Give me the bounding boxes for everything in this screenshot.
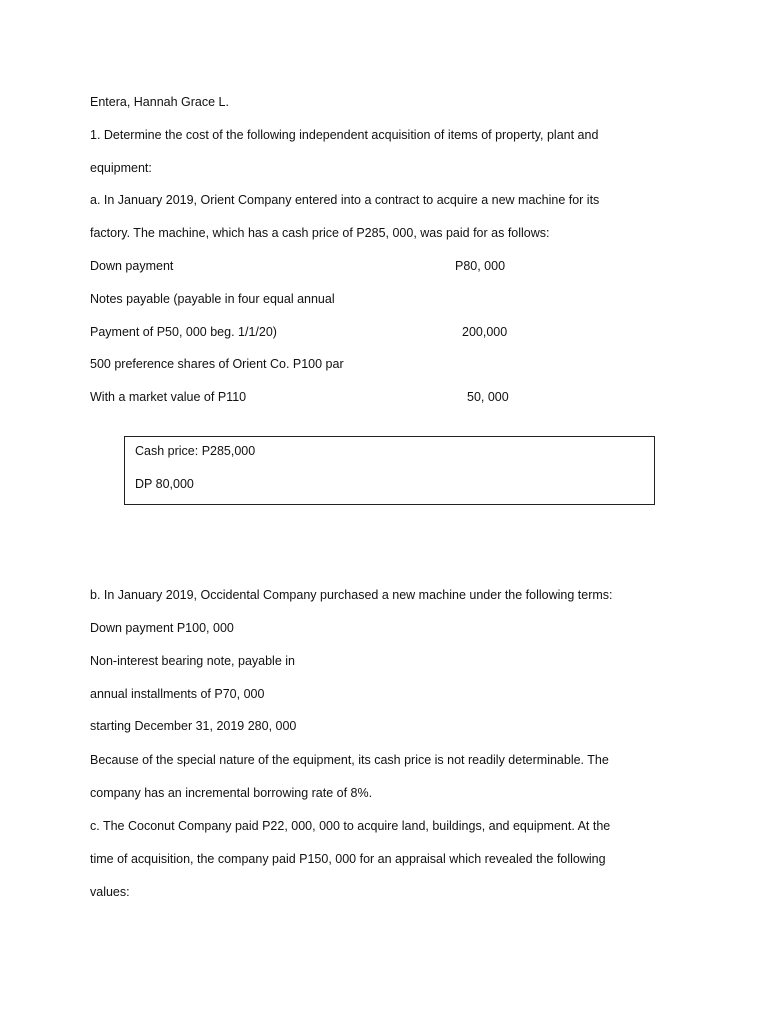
- part-b-line-6: Because of the special nature of the equipment, its cash price is not readily determinable. The: [90, 753, 609, 767]
- payment-row-amount: 200,000: [462, 325, 508, 339]
- student-name: Entera, Hannah Grace L.: [90, 95, 229, 109]
- payment-row-label: Payment of P50, 000 beg. 1/1/20): [90, 325, 277, 339]
- payment-row-label: Down payment: [90, 259, 174, 273]
- part-b-line-3: Non-interest bearing note, payable in: [90, 654, 295, 668]
- payment-row-label: 500 preference shares of Orient Co. P100 par: [90, 357, 344, 371]
- part-a-line-1: a. In January 2019, Orient Company entered into a contract to acquire a new machine for its: [90, 193, 600, 207]
- part-c-line-3: values:: [90, 885, 130, 899]
- part-a-line-2: factory. The machine, which has a cash price of P285, 000, was paid for as follows:: [90, 226, 550, 240]
- payment-row-amount: P80, 000: [455, 259, 506, 273]
- payment-row-label: Notes payable (payable in four equal annual: [90, 292, 335, 306]
- part-c-line-1: c. The Coconut Company paid P22, 000, 000 to acquire land, buildings, and equipment. At the: [90, 819, 611, 833]
- payment-row-label: With a market value of P110: [90, 390, 247, 404]
- question-1-intro-line-1: 1. Determine the cost of the following independent acquisition of items of property, plant and: [90, 128, 599, 142]
- payment-row-amount: 50, 000: [467, 390, 509, 404]
- answer-box-cash-price: Cash price: P285,000: [135, 444, 256, 458]
- answer-box: [124, 436, 655, 505]
- answer-box-down-payment: DP 80,000: [135, 477, 194, 491]
- part-b-line-4: annual installments of P70, 000: [90, 687, 265, 701]
- part-b-line-7: company has an incremental borrowing rate of 8%.: [90, 786, 373, 800]
- part-b-line-5: starting December 31, 2019 280, 000: [90, 719, 297, 733]
- part-c-line-2: time of acquisition, the company paid P150, 000 for an appraisal which revealed the following: [90, 852, 606, 866]
- question-1-intro-line-2: equipment:: [90, 161, 152, 175]
- part-b-line-1: b. In January 2019, Occidental Company purchased a new machine under the following terms:: [90, 588, 613, 602]
- part-b-line-2: Down payment P100, 000: [90, 621, 234, 635]
